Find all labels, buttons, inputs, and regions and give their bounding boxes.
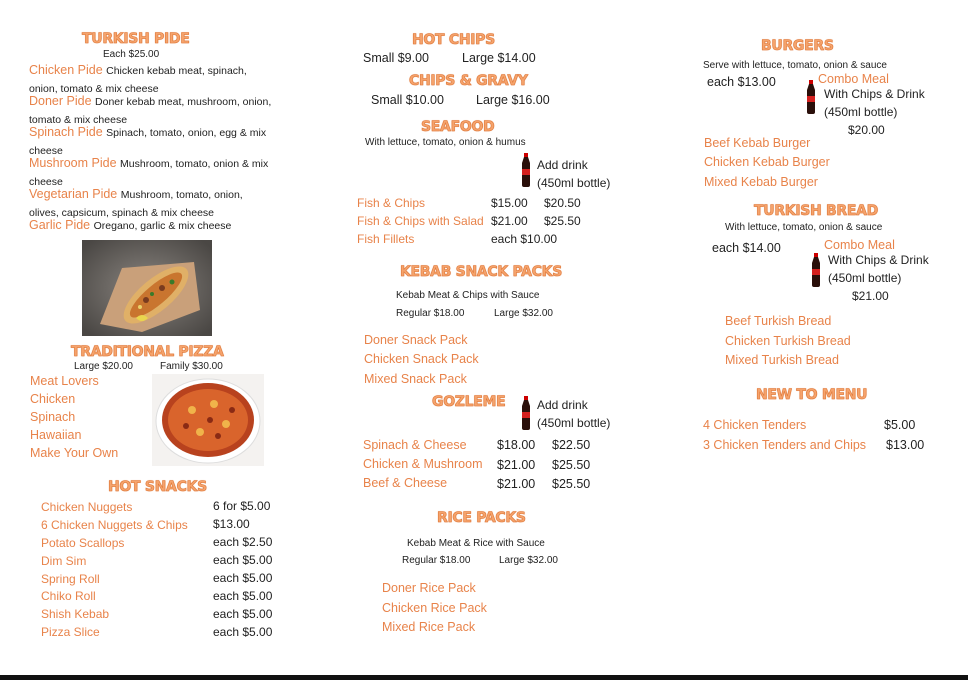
pide-name: Mushroom Pide: [29, 156, 121, 170]
gozleme-price-1: $18.00: [497, 438, 536, 452]
burgers-note: Serve with lettuce, tomato, onion & sauce: [703, 60, 887, 71]
burger-item: Mixed Kebab Burger: [704, 175, 818, 189]
snack-name: Potato Scallops: [41, 536, 125, 550]
turkish-bread-item: Chicken Turkish Bread: [725, 334, 851, 348]
traditional-pizza-heading: TRADITIONAL PIZZA: [71, 344, 224, 360]
burgers-combo-line1: With Chips & Drink: [824, 87, 925, 101]
rice-pack-note: Kebab Meat & Rice with Sauce: [407, 538, 545, 549]
new-to-menu-heading: NEW TO MENU: [756, 387, 868, 403]
pide-name: Garlic Pide: [29, 218, 94, 232]
turkish-bread-combo-price: $21.00: [852, 289, 889, 303]
snack-pack-regular: Regular $18.00: [396, 308, 465, 319]
burger-item: Chicken Kebab Burger: [704, 155, 830, 169]
pide-desc: Mushroom, tomato, onion & mix cheese: [29, 158, 269, 188]
snack-price: each $5.00: [213, 571, 273, 585]
burgers-heading: BURGERS: [761, 38, 834, 54]
pizza-large-price: Large $20.00: [74, 361, 133, 372]
gozleme-name: Beef & Cheese: [363, 476, 448, 490]
rice-pack-item: Doner Rice Pack: [382, 581, 476, 595]
gozleme-drink-line2: (450ml bottle): [537, 416, 611, 430]
turkish-bread-combo-label: Combo Meal: [824, 238, 895, 252]
snack-price: each $5.00: [213, 625, 273, 639]
snack-price: each $2.50: [213, 535, 273, 549]
pide-name: Doner Pide: [29, 94, 96, 108]
burgers-each-price: each $13.00: [707, 75, 776, 89]
seafood-price-1: $21.00: [491, 214, 528, 228]
turkish-bread-item: Beef Turkish Bread: [725, 314, 832, 328]
seafood-price-2: $20.50: [544, 196, 581, 210]
seafood-drink-line2: (450ml bottle): [537, 176, 611, 190]
burger-item: Beef Kebab Burger: [704, 136, 811, 150]
chips-gravy-small: Small $10.00: [371, 93, 444, 107]
snack-name: Pizza Slice: [41, 625, 100, 639]
turkish-bread-each-price: each $14.00: [712, 241, 781, 255]
new-item-price: $5.00: [884, 418, 916, 432]
snack-price: $13.00: [213, 517, 250, 531]
rice-pack-item: Mixed Rice Pack: [382, 620, 476, 634]
snack-price: each $5.00: [213, 553, 273, 567]
gozleme-drink-line1: Add drink: [537, 398, 588, 412]
seafood-price-2: $25.50: [544, 214, 581, 228]
cola-bottle-icon: [520, 396, 532, 430]
pide-desc: Chicken kebab meat, spinach, onion, tomato & mix cheese: [29, 65, 247, 95]
chips-gravy-large: Large $16.00: [476, 93, 550, 107]
gozleme-price-2: $22.50: [552, 438, 591, 452]
kebab-snack-packs-heading: KEBAB SNACK PACKS: [400, 264, 563, 280]
pide-name: Spinach Pide: [29, 125, 107, 139]
snack-pack-note: Kebab Meat & Chips with Sauce: [396, 290, 540, 301]
gozleme-price-2: $25.50: [552, 458, 591, 472]
pizza-item: Meat Lovers: [30, 374, 99, 388]
pide-item: [29, 62, 274, 97]
cola-bottle-icon: [810, 253, 822, 287]
pizza-item: Chicken: [30, 392, 76, 406]
turkish-bread-combo-line1: With Chips & Drink: [828, 253, 929, 267]
snack-pack-item: Doner Snack Pack: [364, 333, 468, 347]
snack-name: Dim Sim: [41, 554, 87, 568]
pide-price-note: Each $25.00: [103, 49, 160, 60]
turkish-bread-item: Mixed Turkish Bread: [725, 353, 839, 367]
cola-bottle-icon: [520, 153, 532, 187]
rice-pack-item: Chicken Rice Pack: [382, 601, 487, 615]
gozleme-price-1: $21.00: [497, 458, 536, 472]
new-item-name: 4 Chicken Tenders: [703, 418, 807, 432]
gozleme-name: Chicken & Mushroom: [363, 457, 483, 471]
bottom-border: [0, 675, 968, 680]
new-item-name: 3 Chicken Tenders and Chips: [703, 438, 867, 452]
gozleme-heading: GOZLEME: [432, 394, 506, 410]
pizza-family-price: Family $30.00: [160, 361, 223, 372]
pide-item: [29, 217, 289, 235]
snack-name: 6 Chicken Nuggets & Chips: [41, 518, 188, 532]
snack-pack-item: Mixed Snack Pack: [364, 372, 467, 386]
snack-pack-item: Chicken Snack Pack: [364, 352, 479, 366]
turkish-bread-heading: TURKISH BREAD: [754, 203, 879, 219]
snack-name: Chicken Nuggets: [41, 500, 133, 514]
seafood-heading: SEAFOOD: [421, 119, 495, 135]
pide-desc: Mushroom, tomato, onion, olives, capsicum, spinach & mix cheese: [29, 189, 243, 219]
new-item-price: $13.00: [886, 438, 925, 452]
rice-pack-regular: Regular $18.00: [402, 555, 471, 566]
pizza-item: Spinach: [30, 410, 76, 424]
snack-name: Shish Kebab: [41, 607, 110, 621]
turkish-bread-note: With lettuce, tomato, onion & sauce: [725, 222, 883, 233]
pide-name: Vegetarian Pide: [29, 187, 121, 201]
seafood-name: Fish & Chips with Salad: [357, 214, 484, 228]
pide-desc: Oregano, garlic & mix cheese: [93, 220, 232, 232]
turkish-pide-heading: TURKISH PIDE: [82, 31, 190, 47]
pide-name: Chicken Pide: [29, 63, 107, 77]
burgers-combo-price: $20.00: [848, 123, 885, 137]
snack-pack-large: Large $32.00: [494, 308, 553, 319]
rice-pack-large: Large $32.00: [499, 555, 558, 566]
gozleme-price-1: $21.00: [497, 477, 536, 491]
seafood-name: Fish & Chips: [357, 196, 426, 210]
pizza-photo: [152, 374, 264, 466]
pizza-item: Make Your Own: [30, 446, 119, 460]
pide-item: [29, 93, 274, 128]
seafood-price-1: $15.00: [491, 196, 528, 210]
hot-chips-small: Small $9.00: [363, 51, 430, 65]
rice-packs-heading: RICE PACKS: [437, 510, 526, 526]
burgers-combo-line2: (450ml bottle): [824, 105, 898, 119]
seafood-name: Fish Fillets: [357, 232, 415, 246]
chips-gravy-heading: CHIPS & GRAVY: [409, 73, 528, 89]
gozleme-price-2: $25.50: [552, 477, 591, 491]
burgers-combo-label: Combo Meal: [818, 72, 889, 86]
snack-price: 6 for $5.00: [213, 499, 271, 513]
seafood-note: With lettuce, tomato, onion & humus: [365, 137, 526, 148]
seafood-drink-line1: Add drink: [537, 158, 588, 172]
hot-chips-large: Large $14.00: [462, 51, 536, 65]
pide-item: [29, 124, 279, 159]
pide-desc: Spinach, tomato, onion, egg & mix cheese: [29, 127, 267, 157]
pizza-item: Hawaiian: [30, 428, 82, 442]
snack-price: each $5.00: [213, 589, 273, 603]
hot-chips-heading: HOT CHIPS: [412, 32, 495, 48]
cola-bottle-icon: [805, 80, 817, 114]
hot-snacks-heading: HOT SNACKS: [108, 479, 207, 495]
gozleme-name: Spinach & Cheese: [363, 438, 467, 452]
pide-item: [29, 155, 269, 190]
pide-desc: Doner kebab meat, mushroom, onion, tomato & mix cheese: [29, 96, 272, 126]
pide-item: [29, 186, 265, 221]
snack-name: Spring Roll: [41, 572, 100, 586]
turkish-bread-combo-line2: (450ml bottle): [828, 271, 902, 285]
pide-photo: [82, 240, 212, 336]
seafood-price-1: each $10.00: [491, 232, 558, 246]
snack-name: Chiko Roll: [41, 589, 96, 603]
snack-price: each $5.00: [213, 607, 273, 621]
